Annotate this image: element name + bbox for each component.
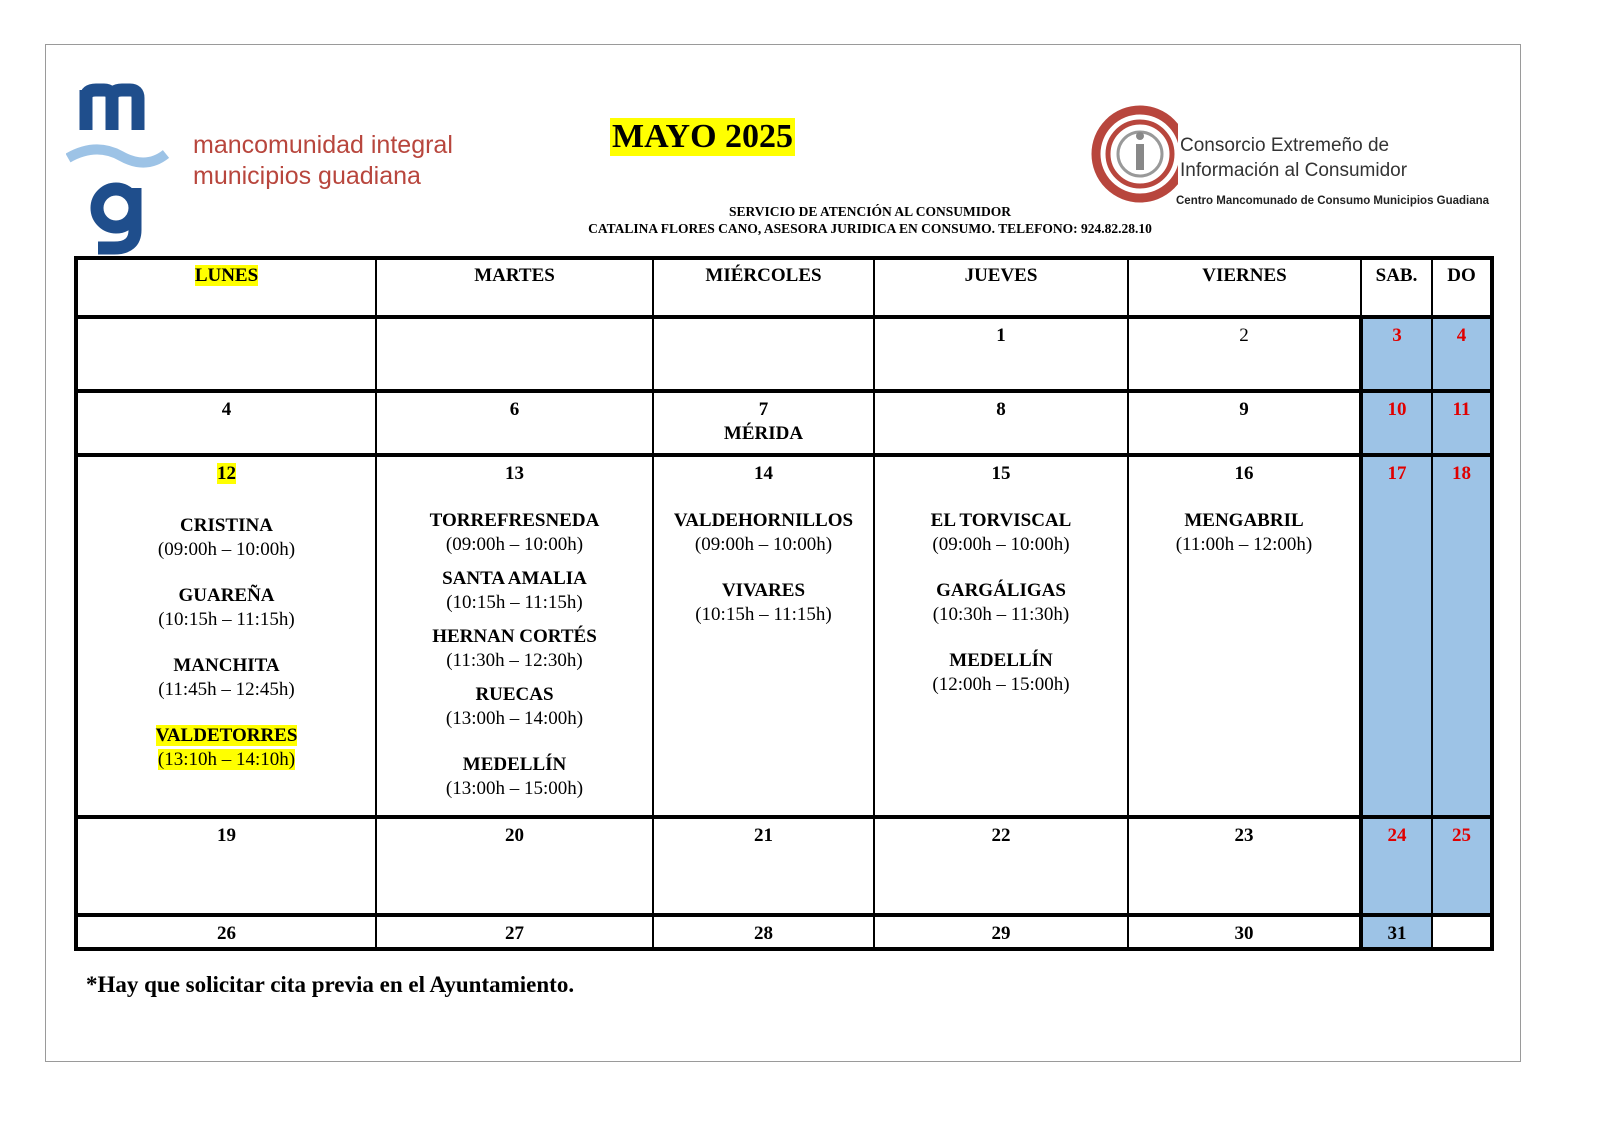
- day-cell: [874, 317, 1128, 391]
- weekend-cell: [1432, 391, 1492, 455]
- day-number: 14: [754, 463, 773, 484]
- day-number: 2: [1239, 325, 1249, 346]
- day-cell: [653, 915, 874, 949]
- visit-entry: MEDELLÍN (13:00h – 15:00h): [445, 754, 584, 799]
- week-row-1: [76, 317, 1492, 391]
- visit-entry: GARGÁLIGAS (10:30h – 11:30h): [932, 580, 1070, 625]
- day-number: 9: [1239, 399, 1249, 420]
- calendar-header-row: [76, 258, 1492, 317]
- weekend-cell: [1361, 391, 1432, 455]
- ceic-line1: Consorcio Extremeño de: [1180, 135, 1390, 156]
- day-number: 1: [996, 325, 1006, 346]
- day-cell: [653, 817, 874, 915]
- visit-entry: HERNAN CORTÉS (11:30h – 12:30h): [432, 626, 597, 671]
- day-cell: [376, 817, 653, 915]
- day-cell: [653, 391, 874, 455]
- day-cell: [76, 391, 376, 455]
- header-lunes: LUNES: [76, 258, 376, 317]
- day-number: 22: [991, 825, 1011, 846]
- day-cell: [874, 915, 1128, 949]
- day-cell: [874, 391, 1128, 455]
- day-cell: [376, 915, 653, 949]
- weekend-cell: [1432, 455, 1492, 817]
- header-jueves: JUEVES: [874, 258, 1128, 317]
- day-cell: [1128, 455, 1361, 817]
- weekend-cell: [1361, 317, 1432, 391]
- day-cell: [76, 915, 376, 949]
- page-title: MAYO 2025: [612, 118, 794, 155]
- day-cell: [1128, 391, 1361, 455]
- header-viernes: VIERNES: [1128, 258, 1361, 317]
- day-cell: [1128, 915, 1361, 949]
- day-number: 28: [754, 923, 773, 944]
- day-number: 17: [1387, 463, 1407, 484]
- week-row-2: [76, 391, 1492, 455]
- day-number: 20: [505, 825, 524, 846]
- day-number: 30: [1234, 923, 1254, 944]
- day-number: 15: [991, 463, 1011, 484]
- ceic-logo: [1090, 104, 1190, 204]
- week-row-3: [76, 455, 1492, 817]
- day-number: 4: [221, 399, 232, 420]
- visit-entry: TORREFRESNEDA (09:00h – 10:00h): [429, 510, 600, 555]
- weekend-cell: [1361, 455, 1432, 817]
- day-number: 21: [754, 825, 773, 846]
- appointment-note: *Hay que solicitar cita previa en el Ayuntamiento.: [86, 972, 575, 997]
- day-cell: [653, 455, 874, 817]
- day-cell: [376, 391, 653, 455]
- weekend-cell: [1361, 817, 1432, 915]
- visit-entry: CRISTINA (09:00h – 10:00h): [157, 515, 296, 560]
- mancomunidad-logo: [66, 80, 176, 255]
- day-number: 7: [758, 399, 769, 420]
- weekend-cell: [1432, 317, 1492, 391]
- visit-entry: VALDEHORNILLOS (09:00h – 10:00h): [673, 510, 854, 555]
- day-cell: [1128, 817, 1361, 915]
- day-number: 19: [217, 825, 236, 846]
- visit-entry: MANCHITA (11:45h – 12:45h): [158, 655, 295, 700]
- day-number: 27: [505, 923, 524, 944]
- week-row-5: [76, 915, 1492, 949]
- visit-entry: SANTA AMALIA (10:15h – 11:15h): [442, 568, 587, 613]
- mancomunidad-logo-text: [193, 130, 453, 192]
- visit-entry: GUAREÑA (10:15h – 11:15h): [158, 585, 295, 630]
- day-cell: [76, 817, 376, 915]
- day-number: 24: [1387, 825, 1407, 846]
- day-cell: [76, 455, 376, 817]
- ceic-line3: Centro Mancomunado de Consumo Municipios Guadiana: [1176, 195, 1490, 207]
- weekend-cell: [1432, 817, 1492, 915]
- day-number: 25: [1452, 825, 1471, 846]
- day-number: 18: [1452, 463, 1471, 484]
- day-cell: [653, 317, 874, 391]
- day-cell: [1432, 915, 1492, 949]
- day-number: 26: [217, 923, 236, 944]
- day-number: 13: [505, 463, 524, 484]
- day-cell: [874, 817, 1128, 915]
- day-cell: [376, 317, 653, 391]
- day-number: 6: [509, 399, 520, 420]
- day-number: 16: [1234, 463, 1254, 484]
- service-subtitle: [300, 203, 1440, 237]
- visit-place: MÉRIDA: [723, 423, 804, 444]
- header-martes: MARTES: [376, 258, 653, 317]
- day-number: 4: [1456, 325, 1467, 346]
- weekend-cell: [1361, 915, 1432, 949]
- day-number: 11: [1452, 399, 1471, 420]
- day-number: 31: [1387, 923, 1407, 944]
- day-cell: [874, 455, 1128, 817]
- day-cell: [76, 317, 376, 391]
- day-number: 12: [217, 463, 236, 484]
- day-number: 8: [996, 399, 1006, 420]
- visit-entry-highlighted: VALDETORRES (13:10h – 14:10h): [155, 725, 298, 770]
- day-cell: [1128, 317, 1361, 391]
- subtitle-line2: CATALINA FLORES CANO, ASESORA JURIDICA EN CONSUMO. TELEFONO: 924.82.28.10: [588, 221, 1152, 236]
- visit-entry: VIVARES (10:15h – 11:15h): [695, 580, 832, 625]
- day-number: 10: [1387, 399, 1407, 420]
- day-number: 29: [991, 923, 1011, 944]
- logo-text-line2: municipios guadiana: [193, 162, 421, 190]
- calendar-table: [74, 256, 1494, 951]
- header-miercoles: MIÉRCOLES: [653, 258, 874, 317]
- visit-entry: RUECAS (13:00h – 14:00h): [445, 684, 584, 729]
- day-number: 3: [1392, 325, 1402, 346]
- subtitle-line1: SERVICIO DE ATENCIÓN AL CONSUMIDOR: [728, 204, 1012, 219]
- logo-text-line1: mancomunidad integral: [193, 131, 453, 159]
- visit-entry: MEDELLÍN (12:00h – 15:00h): [932, 650, 1070, 695]
- day-number: 23: [1234, 825, 1254, 846]
- day-number: [1433, 917, 1490, 922]
- header-domingo: DO: [1432, 258, 1492, 317]
- day-cell: [376, 455, 653, 817]
- week-row-4: [76, 817, 1492, 915]
- visit-entry: MENGABRIL (11:00h – 12:00h): [1175, 510, 1313, 555]
- header-sabado: SAB.: [1361, 258, 1432, 317]
- ceic-line2: Información al Consumidor: [1180, 160, 1408, 181]
- visit-entry: EL TORVISCAL (09:00h – 10:00h): [930, 510, 1072, 555]
